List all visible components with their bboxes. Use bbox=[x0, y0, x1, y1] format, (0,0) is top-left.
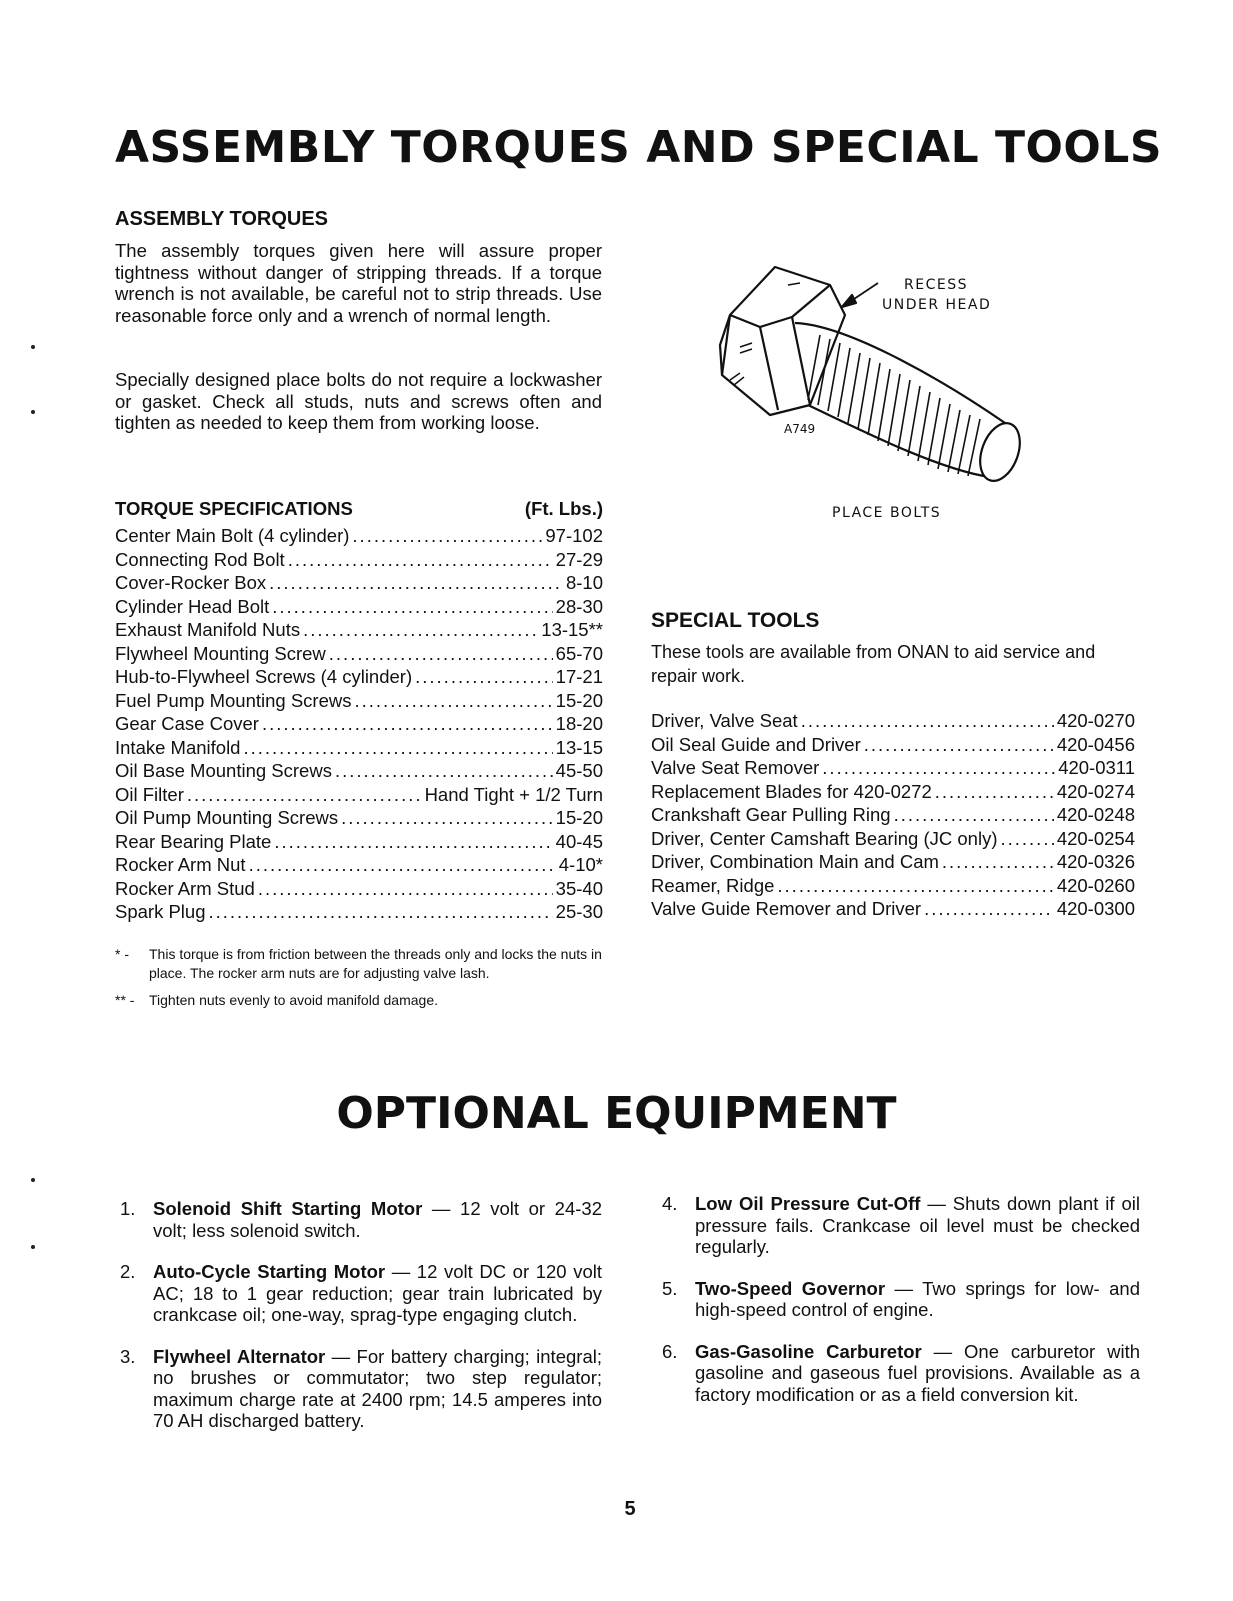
torque-row bbox=[115, 713, 603, 737]
torque-specs-header bbox=[115, 498, 603, 520]
tool-row bbox=[651, 804, 1135, 828]
item-name: Solenoid Shift Starting Motor bbox=[153, 1198, 423, 1219]
torque-row bbox=[115, 737, 603, 761]
dot-leader bbox=[341, 807, 553, 829]
torque-row bbox=[115, 878, 603, 902]
item-number: 3. bbox=[120, 1345, 136, 1367]
tool-row bbox=[651, 828, 1135, 852]
torque-row-label: Rocker Arm Nut bbox=[115, 854, 246, 875]
footnote-marker: ** - bbox=[115, 992, 135, 1008]
tool-row-value: 420-0300 bbox=[1056, 898, 1135, 919]
tool-row-value: 420-0311 bbox=[1058, 757, 1135, 778]
tool-row-value: 420-0260 bbox=[1056, 874, 1135, 896]
page-number: 5 bbox=[624, 1498, 636, 1520]
dot-leader bbox=[942, 851, 1054, 873]
torque-row bbox=[115, 784, 603, 808]
torque-row bbox=[115, 760, 603, 784]
optional-equipment-item bbox=[120, 1198, 602, 1241]
torque-row bbox=[115, 525, 603, 549]
callout-line-2: UNDER HEAD bbox=[882, 297, 992, 313]
optional-equipment-left-column bbox=[120, 1198, 602, 1452]
optional-equipment-item bbox=[662, 1341, 1140, 1406]
special-tools-list bbox=[651, 710, 1135, 922]
dot-leader bbox=[335, 760, 553, 782]
tool-row-value: 420-0456 bbox=[1056, 733, 1135, 755]
scan-speck bbox=[31, 410, 35, 414]
tool-row-label: Driver, Center Camshaft Bearing (JC only) bbox=[651, 827, 998, 849]
torque-specs-heading: TORQUE SPECIFICATIONS bbox=[115, 498, 353, 519]
dot-leader bbox=[288, 549, 553, 571]
dot-leader bbox=[209, 901, 553, 923]
dot-leader bbox=[777, 875, 1053, 897]
dot-leader bbox=[269, 572, 563, 594]
torque-row-value: 18-20 bbox=[555, 713, 603, 734]
assembly-torques-heading: ASSEMBLY TORQUES bbox=[115, 208, 329, 230]
tool-row bbox=[651, 851, 1135, 875]
item-description: — Two springs for low- and high-speed control of engine. bbox=[695, 1277, 1140, 1320]
torque-row-label: Flywheel Mounting Screw bbox=[115, 642, 326, 664]
torque-row-value: 13-15 bbox=[555, 736, 603, 758]
tool-row-value: 420-0274 bbox=[1056, 780, 1135, 802]
item-number: 5. bbox=[662, 1277, 678, 1299]
torque-row-label: Cylinder Head Bolt bbox=[115, 595, 270, 617]
tool-row bbox=[651, 734, 1135, 758]
dot-leader bbox=[822, 757, 1055, 779]
torque-row-value: 45-50 bbox=[555, 760, 603, 781]
footnote-text: Tighten nuts evenly to avoid manifold damage. bbox=[149, 992, 438, 1008]
optional-equipment-item bbox=[662, 1193, 1140, 1258]
item-body bbox=[695, 1193, 1140, 1258]
optional-equipment-item bbox=[120, 1261, 602, 1326]
torque-row-value: 65-70 bbox=[555, 642, 603, 664]
tool-row bbox=[651, 898, 1135, 922]
torque-specs-unit: (Ft. Lbs.) bbox=[524, 498, 603, 519]
torque-row-label: Spark Plug bbox=[115, 901, 206, 922]
torque-row-label: Connecting Rod Bolt bbox=[115, 548, 285, 570]
dot-leader bbox=[864, 734, 1054, 756]
item-description: — Shuts down plant if oil pressure fails. Crankcase oil level must be checked regularly. bbox=[695, 1193, 1141, 1257]
tool-row-label: Crankshaft Gear Pulling Ring bbox=[651, 804, 891, 825]
torque-row-value: 4-10* bbox=[558, 854, 603, 875]
tool-row-label: Replacement Blades for 420-0272 bbox=[651, 780, 932, 802]
torque-row-label: Center Main Bolt (4 cylinder) bbox=[115, 525, 350, 546]
scan-speck bbox=[31, 1245, 35, 1249]
tool-row-label: Driver, Valve Seat bbox=[651, 710, 798, 731]
item-body bbox=[153, 1198, 602, 1241]
tool-row bbox=[651, 781, 1135, 805]
dot-leader bbox=[274, 831, 552, 853]
footnote-text: This torque is from friction between the threads only and locks the nuts in place. The rocker arm nuts are for adjusting valve lash. bbox=[149, 946, 602, 981]
item-body bbox=[695, 1341, 1140, 1406]
item-name: Two-Speed Governor bbox=[695, 1277, 886, 1299]
dot-leader bbox=[352, 525, 542, 547]
optional-equipment-item bbox=[662, 1278, 1140, 1321]
item-number: 1. bbox=[120, 1198, 136, 1219]
dot-leader bbox=[272, 596, 552, 618]
page-title: ASSEMBLY TORQUES AND SPECIAL TOOLS bbox=[115, 122, 1163, 173]
torque-row-label: Rocker Arm Stud bbox=[115, 877, 255, 899]
tool-row-label: Oil Seal Guide and Driver bbox=[651, 733, 861, 755]
torque-row bbox=[115, 643, 603, 667]
dot-leader bbox=[243, 737, 552, 759]
torque-row-label: Gear Case Cover bbox=[115, 713, 259, 734]
tool-row-value: 420-0248 bbox=[1056, 804, 1135, 825]
torque-row-value: 15-20 bbox=[555, 689, 603, 711]
torque-row bbox=[115, 901, 603, 925]
torque-row-label: Oil Pump Mounting Screws bbox=[115, 807, 339, 828]
torque-row-label: Rear Bearing Plate bbox=[115, 830, 272, 852]
dot-leader bbox=[935, 781, 1054, 803]
torque-row-label: Exhaust Manifold Nuts bbox=[115, 619, 301, 640]
callout-line-1: RECESS bbox=[904, 277, 968, 293]
item-body bbox=[153, 1261, 602, 1326]
torque-row-value: 97-102 bbox=[545, 525, 603, 546]
torque-row bbox=[115, 549, 603, 573]
torque-row bbox=[115, 831, 603, 855]
item-name: Flywheel Alternator bbox=[153, 1345, 326, 1367]
torque-spec-list bbox=[115, 525, 603, 925]
torque-row-value: 13-15** bbox=[541, 619, 603, 640]
dot-leader bbox=[187, 784, 422, 806]
item-description: — For battery charging; integral; no brushes or commutator; two step regulator; maximum charge rate at 2400 rpm; 14.5 amperes into 70 AH discharged battery. bbox=[153, 1345, 602, 1431]
dot-leader bbox=[258, 878, 553, 900]
item-number: 6. bbox=[662, 1340, 678, 1362]
item-name: Gas-Gasoline Carburetor bbox=[695, 1340, 922, 1362]
assembly-torques-paragraph-1: The assembly torques given here will assure proper tightness without danger of stripping threads. If a torque wrench is not available, be careful not to strip threads. Use reasonable force only and a wrench of normal length. bbox=[115, 240, 602, 326]
item-name: Low Oil Pressure Cut-Off bbox=[695, 1193, 921, 1214]
footnote-marker: * - bbox=[115, 946, 129, 962]
item-description: — 12 volt or 24-32 volt; less solenoid switch. bbox=[153, 1198, 602, 1241]
dot-leader bbox=[329, 643, 553, 665]
torque-row-label: Hub-to-Flywheel Screws (4 cylinder) bbox=[115, 666, 413, 687]
torque-row bbox=[115, 807, 603, 831]
item-description: — One carburetor with gasoline and gaseous fuel provisions. Available as a factory modification or as a field conversion kit. bbox=[695, 1340, 1140, 1405]
torque-row bbox=[115, 666, 603, 690]
torque-row-label: Oil Base Mounting Screws bbox=[115, 760, 332, 781]
torque-row-label: Oil Filter bbox=[115, 783, 184, 805]
dot-leader bbox=[262, 713, 553, 735]
recess-under-head-callout bbox=[882, 275, 992, 315]
torque-row bbox=[115, 854, 603, 878]
footnote bbox=[115, 991, 603, 1010]
tool-row-value: 420-0326 bbox=[1056, 851, 1135, 872]
footnote bbox=[115, 945, 603, 983]
special-tools-intro: These tools are available from ONAN to aid service and repair work. bbox=[651, 642, 1096, 686]
tool-row-label: Valve Seat Remover bbox=[651, 757, 820, 778]
torque-row-value: 25-30 bbox=[555, 901, 603, 922]
torque-row bbox=[115, 619, 603, 643]
tool-row-label: Valve Guide Remover and Driver bbox=[651, 898, 922, 919]
item-body bbox=[153, 1346, 602, 1432]
torque-row-label: Fuel Pump Mounting Screws bbox=[115, 689, 352, 711]
tool-row bbox=[651, 875, 1135, 899]
torque-row-value: Hand Tight + 1/2 Turn bbox=[424, 783, 603, 805]
torque-row bbox=[115, 596, 603, 620]
scan-speck bbox=[31, 1178, 35, 1182]
dot-leader bbox=[894, 804, 1054, 826]
dot-leader bbox=[924, 898, 1054, 920]
dot-leader bbox=[415, 666, 553, 688]
item-body bbox=[695, 1278, 1140, 1321]
tool-row bbox=[651, 757, 1135, 781]
tool-row-value: 420-0254 bbox=[1056, 827, 1135, 849]
assembly-torques-paragraph-2: Specially designed place bolts do not require a lockwasher or gasket. Check all studs, nuts and screws often and tighten as needed to keep them from working loose. bbox=[115, 369, 602, 433]
torque-row-value: 15-20 bbox=[555, 807, 603, 828]
torque-row-value: 35-40 bbox=[555, 877, 603, 899]
special-tools-heading: SPECIAL TOOLS bbox=[651, 609, 820, 632]
item-description: — 12 volt DC or 120 volt AC; 18 to 1 gear reduction; gear train lubricated by crankcase oil; one-way, sprag-type engaging clutch. bbox=[153, 1261, 602, 1325]
torque-row bbox=[115, 690, 603, 714]
dot-leader bbox=[249, 854, 556, 876]
dot-leader bbox=[801, 710, 1054, 732]
scan-speck bbox=[31, 345, 35, 349]
torque-row bbox=[115, 572, 603, 596]
figure-code: A749 bbox=[784, 422, 816, 436]
torque-row-value: 17-21 bbox=[555, 666, 603, 687]
torque-notes bbox=[115, 945, 603, 1010]
tool-row-value: 420-0270 bbox=[1056, 710, 1135, 731]
tool-row-label: Driver, Combination Main and Cam bbox=[651, 851, 939, 872]
torque-row-value: 40-45 bbox=[555, 830, 603, 852]
figure-caption: PLACE BOLTS bbox=[832, 505, 942, 521]
optional-equipment-right-column bbox=[662, 1193, 1140, 1425]
dot-leader bbox=[355, 690, 553, 712]
item-number: 4. bbox=[662, 1193, 678, 1214]
optional-equipment-heading: OPTIONAL EQUIPMENT bbox=[336, 1088, 897, 1139]
optional-equipment-item bbox=[120, 1346, 602, 1432]
item-name: Auto-Cycle Starting Motor bbox=[153, 1261, 386, 1282]
torque-row-value: 8-10 bbox=[565, 572, 603, 593]
torque-row-value: 28-30 bbox=[555, 595, 603, 617]
dot-leader bbox=[1000, 828, 1053, 850]
tool-row bbox=[651, 710, 1135, 734]
tool-row-label: Reamer, Ridge bbox=[651, 874, 775, 896]
dot-leader bbox=[303, 619, 538, 641]
torque-row-label: Intake Manifold bbox=[115, 736, 241, 758]
torque-row-value: 27-29 bbox=[555, 548, 603, 570]
torque-row-label: Cover-Rocker Box bbox=[115, 572, 267, 593]
item-number: 2. bbox=[120, 1261, 136, 1282]
